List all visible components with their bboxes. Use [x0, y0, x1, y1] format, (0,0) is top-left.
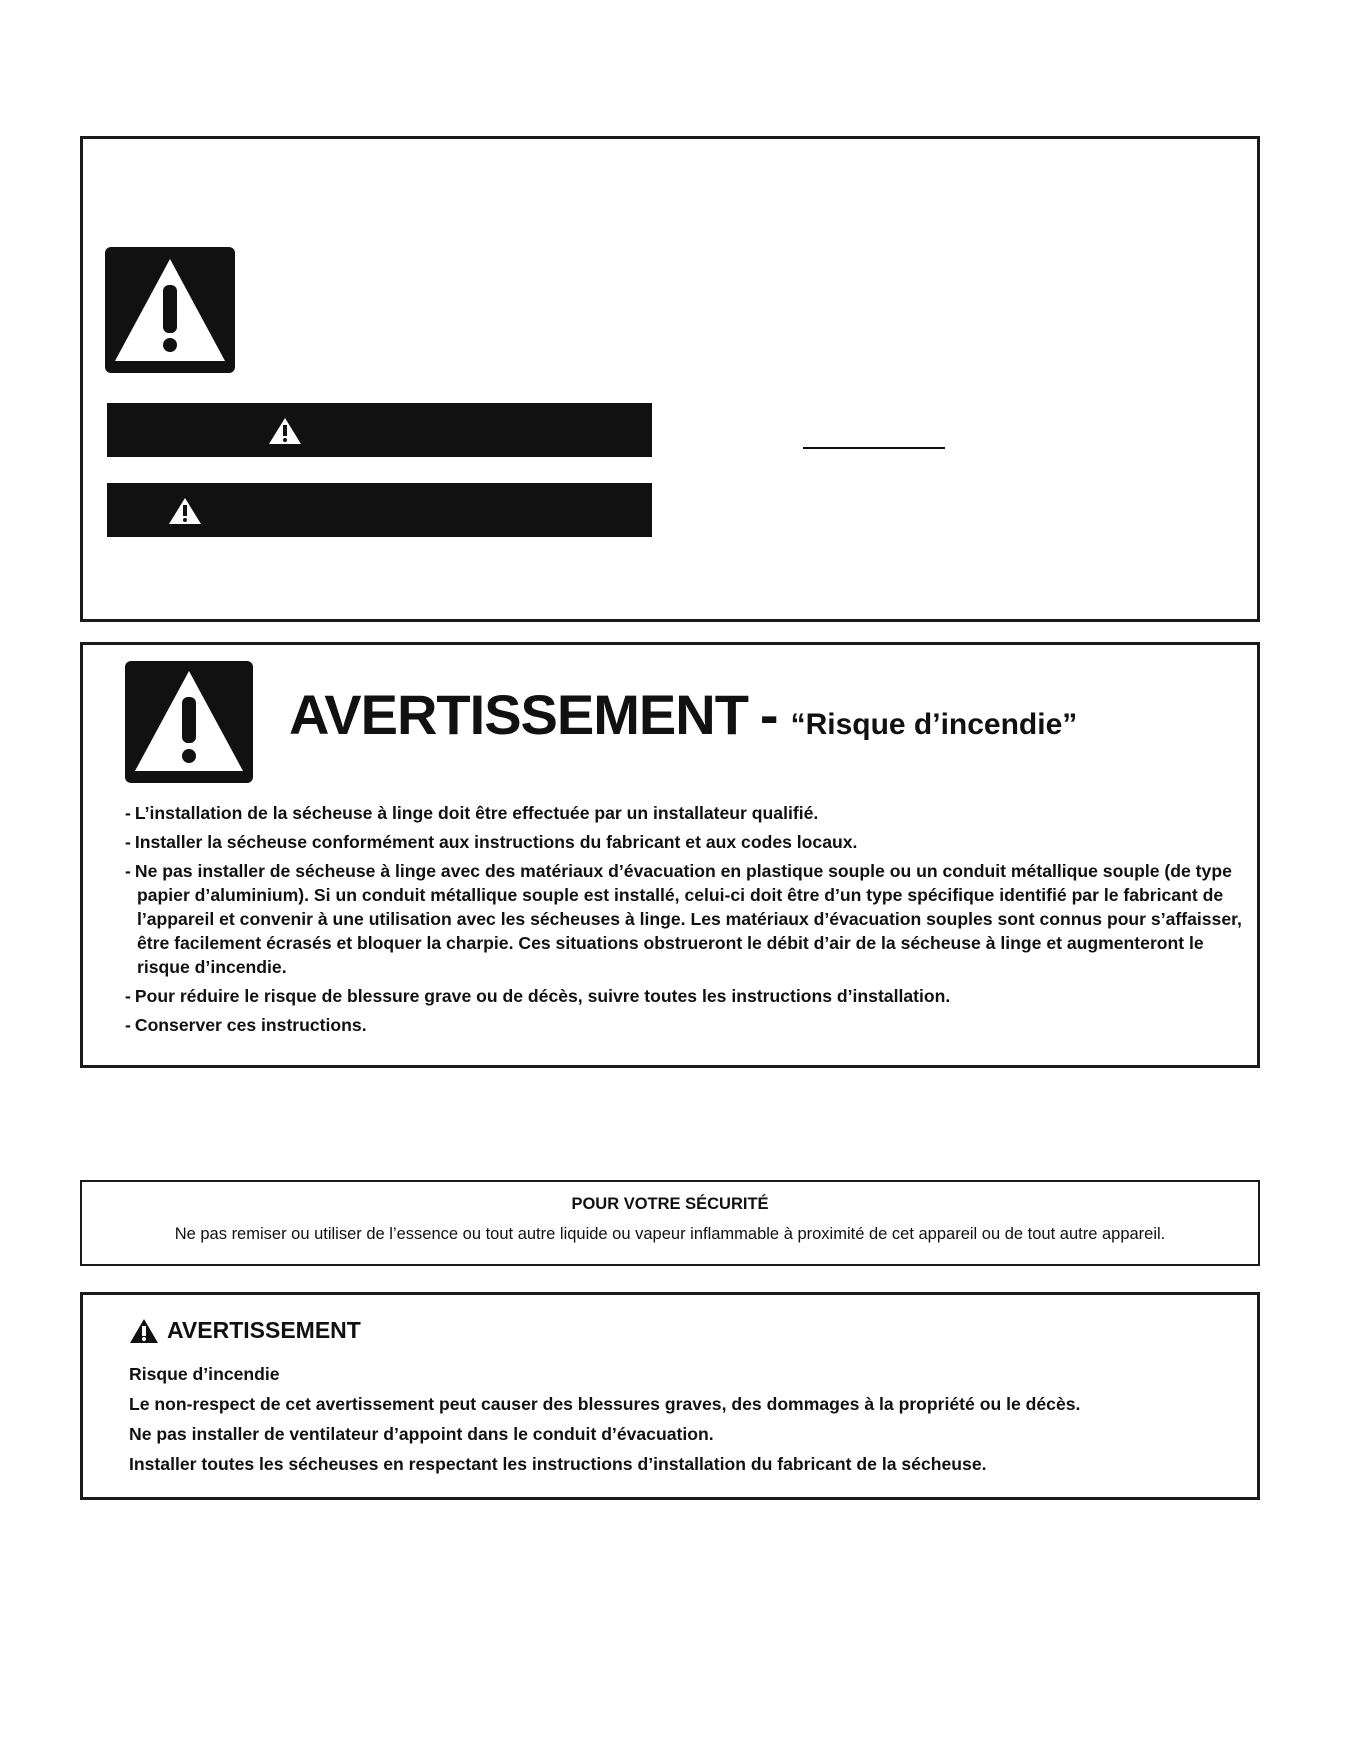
list-item: Le non-respect de cet avertissement peut causer des blessures graves, des dommages à la propriété ou le décès.	[129, 1394, 1081, 1414]
underline-rule	[803, 447, 945, 449]
list-item: - Pour réduire le risque de blessure grave ou de décès, suivre toutes les instructions d’installation.	[125, 986, 951, 1006]
warning-header	[129, 1317, 361, 1344]
warning-triangle-icon	[267, 416, 303, 446]
warning-signal-bar	[107, 483, 652, 537]
warning-list	[125, 801, 1245, 1042]
list-item: - L’installation de la sécheuse à linge doit être effectuée par un installateur qualifié.	[125, 803, 819, 823]
safety-notice-box	[80, 1180, 1260, 1266]
warning-triangle-icon	[129, 1318, 159, 1344]
warning-triangle-icon	[125, 661, 253, 783]
list-item: Ne pas installer de ventilateur d’appoint dans le conduit d’évacuation.	[129, 1424, 714, 1444]
warning-triangle-icon	[105, 247, 235, 373]
headline-subtitle: “Risque d’incendie”	[790, 708, 1078, 741]
headline-word: AVERTISSEMENT	[289, 683, 748, 746]
fire-warning-box	[80, 642, 1260, 1068]
safety-intro-box	[80, 136, 1260, 622]
warning-headline	[289, 682, 1077, 747]
danger-signal-bar	[107, 403, 652, 457]
fan-warning-box	[80, 1292, 1260, 1500]
safety-text: Ne pas remiser ou utiliser de l’essence ou tout autre liquide ou vapeur inflammable à proximité de cet appareil ou de tout autre appareil.	[174, 1225, 1166, 1243]
list-item: - Conserver ces instructions.	[125, 1015, 367, 1035]
warning-title: AVERTISSEMENT	[167, 1317, 361, 1343]
headline-separator: -	[759, 683, 779, 746]
list-item: - Ne pas installer de sécheuse à linge avec des matériaux d’évacuation en plastique souple ou un conduit métallique souple (de type papier d’aluminium). Si un conduit métallique souple est installé, celui-ci doit être d’un type spécifique identifié par le fabricant de l’appareil et convenir à une utilisation avec les sécheuses à linge. Les matériaux d’évacuation souples sont connus pour s’affaisser, être facilement écrasés et bloquer la charpie. Ces situations obstrueront le débit d’air de la sécheuse à linge et augmenteront le risque d’incendie.	[125, 861, 1242, 977]
warning-lines	[129, 1359, 1080, 1479]
warning-triangle-icon	[167, 496, 203, 526]
safety-title: POUR VOTRE SÉCURITÉ	[571, 1195, 769, 1213]
list-item: Risque d’incendie	[129, 1364, 280, 1384]
list-item: - Installer la sécheuse conformément aux instructions du fabricant et aux codes locaux.	[125, 832, 858, 852]
list-item: Installer toutes les sécheuses en respectant les instructions d’installation du fabricant de la sécheuse.	[129, 1454, 987, 1474]
